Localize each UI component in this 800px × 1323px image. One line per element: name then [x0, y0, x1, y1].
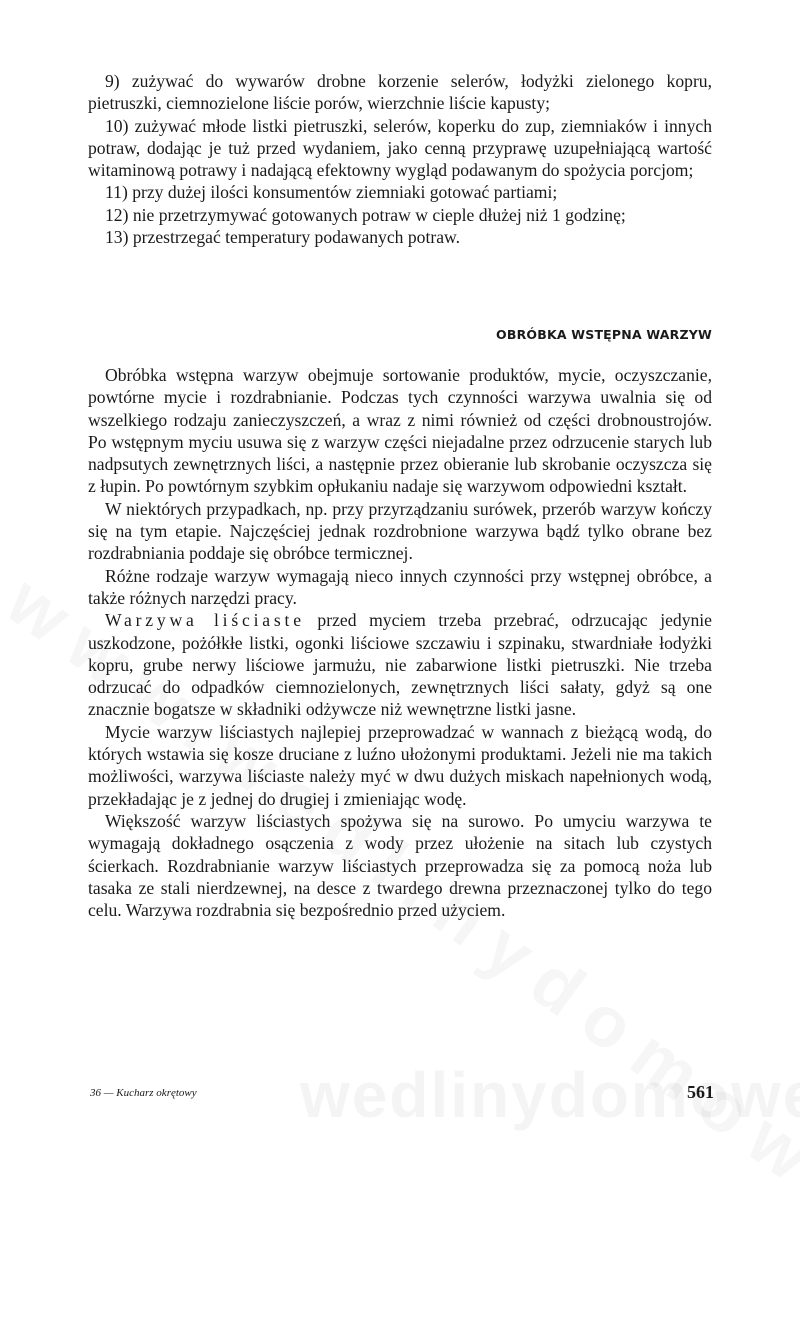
section-heading: OBRÓBKA WSTĘPNA WARZYW — [496, 327, 712, 342]
paragraph — [88, 609, 712, 720]
spaced-lead-term: Warzywa liściaste — [105, 610, 305, 631]
bottom-watermark — [300, 1058, 800, 1132]
paragraph: Różne rodzaje warzyw wymagają nieco innych czynności przy wstępnej obróbce, a także różnych narzędzi pracy. — [88, 565, 712, 608]
paragraph: Większość warzyw liściastych spożywa się na surowo. Po umyciu warzywa te wymagają dokładnego osączenia z wody przez ułożenie na sitach lub czystych ścierkach. Rozdrabnianie warzyw liściastych przeprowadza się za pomocą noża lub tasaka ze stali nierdzewnej, na desce z twardego drewna przeznaczonej tylko do tego celu. Warzywa rozdrabnia się bezpośrednio przed użyciem. — [88, 810, 712, 921]
top-list — [88, 70, 712, 248]
page-number: 561 — [687, 1082, 714, 1102]
list-item: 9) zużywać do wywarów drobne korzenie selerów, łodyżki zielonego kopru, pietruszki, ciemnozielone liście porów, wierzchnie liście kapusty; — [88, 71, 712, 114]
list-item: 11) przy dużej ilości konsumentów ziemniaki gotować partiami; — [105, 182, 558, 203]
list-item: 10) zużywać młode listki pietruszki, selerów, koperku do zup, ziemniaków i innych potraw, dodając je tuż przed wydaniem, jako cenną przyprawę uzupełniającą wartość witaminową potrawy i nadającą efektowny wygląd podawanym do spożycia porcjom; — [88, 115, 712, 181]
paragraph: W niektórych przypadkach, np. przy przyrządzaniu surówek, przerób warzyw kończy się na tym etapie. Najczęściej jednak rozdrobnione warzywa bądź tylko obrane bez rozdrabniania poddaje się obróbce termicznej. — [88, 498, 712, 564]
section-body — [88, 364, 712, 921]
footer-signature: 36 — Kucharz okrętowy — [90, 1087, 197, 1099]
paragraph: Mycie warzyw liściastych najlepiej przeprowadzać w wannach z bieżącą wodą, do których wstawia się kosze druciane z luźno ułożonymi produktami. Jeżeli nie ma takich możliwości, warzywa liściaste należy myć w dwu dużych miskach napełnionych wodą, przekładając je z jednej do drugiej i zmieniając wodę. — [88, 721, 712, 809]
list-item: 12) nie przetrzymywać gotowanych potraw w cieple dłużej niż 1 godzinę; — [105, 204, 626, 225]
paragraph-text: przed myciem trzeba przebrać, odrzucając jedynie uszkodzone, pożółkłe listki, ogonki liściowe szczawiu i szpinaku, stwardniałe łodyżki kopru, grube nerwy liściowe jarmużu, nie zabarwione listki pietruszki. Nie trzeba odrzucać do odpadków ciemnozielonych, zewnętrznych liści sałaty, gdyż są one znacznie bogatsze w składniki odżywcze niż wewnętrzne listki jasne. — [88, 610, 712, 720]
paragraph: Obróbka wstępna warzyw obejmuje sortowanie produktów, mycie, oczyszczanie, powtórne mycie i rozdrabnianie. Podczas tych czynności warzywa uwalnia się od wszelkiego rodzaju zanieczyszczeń, a wraz z nimi również od części drobnoustrojów. Po wstępnym myciu usuwa się z warzyw części niejadalne przez odrzucenie starych lub nadpsutych zewnętrznych liści, a następnie przez obieranie lub skrobanie oczyszcza się z łupin. Po powtórnym szybkim opłukaniu nadaje się warzywom odpowiedni kształt. — [88, 365, 712, 497]
list-item: 13) przestrzegać temperatury podawanych potraw. — [105, 227, 460, 248]
